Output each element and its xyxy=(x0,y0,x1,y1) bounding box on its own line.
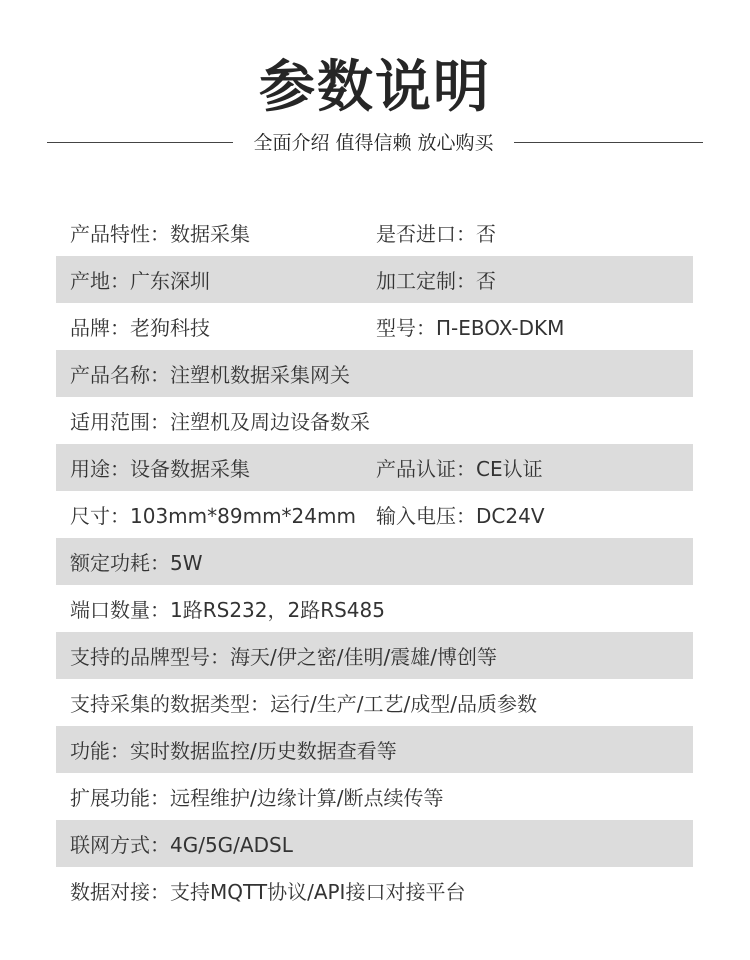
spec-model: 型号：Π-EBOX-DKM xyxy=(376,316,565,340)
spec-ports: 端口数量：1路RS232，2路RS485 xyxy=(70,598,385,622)
spec-functions: 功能：实时数据监控/历史数据查看等 xyxy=(70,739,397,763)
spec-customization: 加工定制：否 xyxy=(376,269,496,293)
spec-row xyxy=(56,444,693,491)
divider-right xyxy=(514,142,703,143)
spec-row xyxy=(56,632,693,679)
spec-row xyxy=(56,256,693,303)
spec-supported-brands: 支持的品牌型号：海天/伊之密/佳明/震雄/博创等 xyxy=(70,645,497,669)
spec-row xyxy=(56,350,693,397)
page-subtitle: 全面介绍 值得信赖 放心购买 xyxy=(253,132,494,154)
spec-row xyxy=(56,491,693,538)
spec-usage: 用途：设备数据采集 xyxy=(70,457,250,481)
spec-scope: 适用范围：注塑机及周边设备数采 xyxy=(70,410,370,434)
spec-row xyxy=(56,820,693,867)
spec-certification: 产品认证：CE认证 xyxy=(376,457,543,481)
spec-data-integration: 数据对接：支持MQTT协议/API接口对接平台 xyxy=(70,880,466,904)
spec-origin: 产地：广东深圳 xyxy=(70,269,210,293)
spec-row xyxy=(56,397,693,444)
spec-product-feature: 产品特性：数据采集 xyxy=(70,222,250,246)
spec-row xyxy=(56,679,693,726)
spec-row xyxy=(56,585,693,632)
spec-networking: 联网方式：4G/5G/ADSL xyxy=(70,833,293,857)
spec-row xyxy=(56,773,693,820)
spec-brand: 品牌：老狗科技 xyxy=(70,316,210,340)
spec-rated-power: 额定功耗：5W xyxy=(70,551,203,575)
spec-product-name: 产品名称：注塑机数据采集网关 xyxy=(70,363,350,387)
spec-row xyxy=(56,867,693,914)
spec-imported: 是否进口：否 xyxy=(376,222,496,246)
spec-dimensions: 尺寸：103mm*89mm*24mm xyxy=(70,504,356,528)
spec-row xyxy=(56,538,693,585)
page-title: 参数说明 xyxy=(259,55,491,120)
spec-row xyxy=(56,303,693,350)
spec-extended-functions: 扩展功能：远程维护/边缘计算/断点续传等 xyxy=(70,786,444,810)
spec-table xyxy=(56,209,693,914)
divider-left xyxy=(47,142,233,143)
spec-row xyxy=(56,209,693,256)
spec-input-voltage: 输入电压：DC24V xyxy=(376,504,545,528)
subtitle-row xyxy=(0,128,750,158)
spec-data-types: 支持采集的数据类型：运行/生产/工艺/成型/品质参数 xyxy=(70,692,537,716)
spec-row xyxy=(56,726,693,773)
